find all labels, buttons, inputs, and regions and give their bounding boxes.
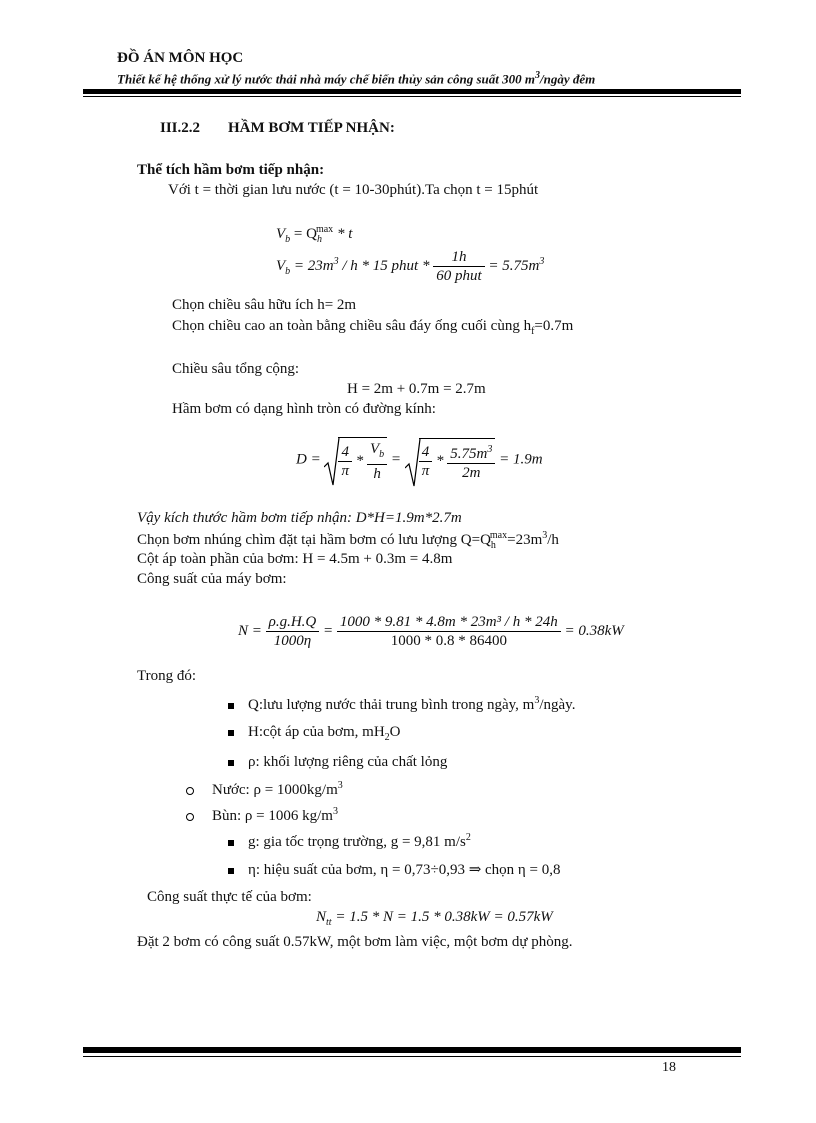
list-item: g: gia tốc trọng trường, g = 9,81 $m/s^2$: [228, 832, 471, 851]
line-pump-selection: Chọn bơm nhúng chìm đặt tại hầm bơm có lưu lượng $Q=Q_h^{max}=23m^3/h$: [137, 530, 559, 551]
line-where: Trong đó:: [137, 668, 197, 684]
equation-volume-general: $V_b = Q_h^{max} * t$: [276, 224, 353, 245]
page-number: 18: [662, 1060, 676, 1075]
bullet-icon: [228, 703, 234, 709]
sqrt-symbol: $\frac{4}{\pi}$ * $\frac{V_b}{h}$: [324, 437, 387, 483]
line-pump-power-label: Công suất của máy bơm:: [137, 571, 287, 587]
line-pump-head: Cột áp toàn phần của bơm: H = 4.5m + 0.3m = 4.8m: [137, 551, 453, 567]
document-title: ĐỒ ÁN MÔN HỌC: [117, 50, 244, 66]
circle-bullet-icon: [186, 787, 194, 795]
equation-diameter: D = $\frac{4}{\pi}$ * $\frac{V_b}{h}$ = $\frac{4}{\pi}$ * $\frac{5.75m^3}{2m}$ = 1.9m: [296, 437, 543, 483]
bullet-icon: [228, 868, 234, 874]
list-item: H:cột áp của bơm, $mH_2O$: [228, 724, 401, 743]
header-rule-thin: [83, 96, 741, 97]
line-conclusion: Đặt 2 bơm có công suất 0.57kW, một bơm làm việc, một bơm dự phòng.: [137, 934, 573, 950]
line-actual-power-label: Công suất thực tế của bơm:: [147, 889, 312, 905]
equation-volume-value: $V_b = 23m^3 / h * 15$ phut * $\frac{1h}{\text{60 phut}}$ = $5.75m^3$: [276, 249, 545, 284]
equation-actual-power: $N_{tt} = 1.5 * N = 1.5 * 0.38kW = 0.57kW$: [316, 909, 553, 928]
sqrt-symbol: $\frac{4}{\pi}$ * $\frac{5.75m^3}{2m}$: [405, 438, 496, 482]
equation-pump-power: N = $\frac{\rho.g.H.Q}{1000\eta}$ = $\frac{\text{1000 * 9.81 * 4.8m * 23m³ / h * 24h}}{1000 * 0.8 * 86400}$ = 0.38kW: [238, 614, 624, 649]
list-item: η: hiệu suất của bơm, η = 0,73÷0,93 ⇒ chọn η = 0,8: [228, 860, 560, 879]
line-useful-depth: Chọn chiều sâu hữu ích h= 2m: [172, 297, 357, 313]
list-item: ρ: khối lượng riêng của chất lỏng: [228, 754, 447, 771]
footer-rule-thin: [83, 1056, 741, 1057]
subsection-heading: Thể tích hầm bơm tiếp nhận:: [137, 162, 325, 178]
line-safety-height: Chọn chiều cao an toàn bằng chiều sâu đáy ống cuối cùng $h_f=0.7m$: [172, 318, 574, 337]
footer-rule-thick: [83, 1047, 741, 1053]
circle-bullet-icon: [186, 813, 194, 821]
line-total-depth-value: H = 2m + 0.7m = 2.7m: [347, 381, 486, 397]
bullet-icon: [228, 840, 234, 846]
header-rule-thick: [83, 89, 741, 94]
line-total-depth-label: Chiều sâu tổng cộng:: [172, 361, 300, 377]
section-heading: III.2.2 HẦM BƠM TIẾP NHẬN:: [160, 120, 395, 136]
paragraph-retention-time: Với t = thời gian lưu nước (t = 10-30phút).Ta chọn t = 15phút: [168, 182, 539, 198]
line-pit-shape: Hầm bơm có dạng hình tròn có đường kính:: [172, 401, 436, 417]
line-pit-dimensions: Vậy kích thước hầm bơm tiếp nhận: D*H=1.9m*2.7m: [137, 510, 462, 526]
document-subtitle: Thiết kế hệ thống xử lý nước thải nhà máy chế biến thủy sản công suất 300 $m^3$/ngày đêm: [117, 70, 596, 87]
bullet-icon: [228, 730, 234, 736]
list-item: Q:lưu lượng nước thải trung bình trong ngày, $m^3$/ngày.: [228, 695, 575, 714]
list-item: Nước: $\rho = 1000kg/m^3$: [186, 780, 343, 799]
list-item: Bùn: ρ = 1006 $kg/m^3$: [186, 806, 338, 825]
bullet-icon: [228, 760, 234, 766]
